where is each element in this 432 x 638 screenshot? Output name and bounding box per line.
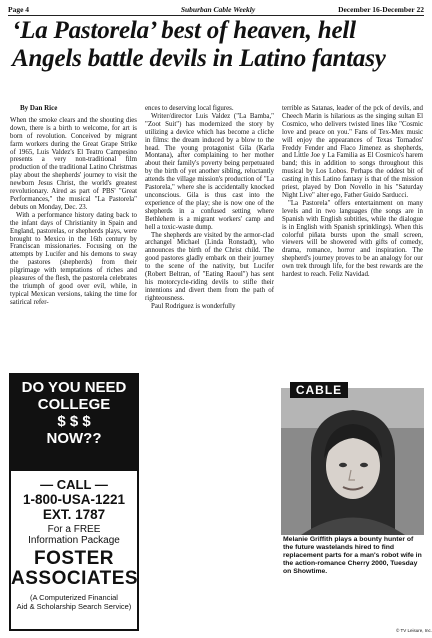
ad-line-3: $ $ $ [57,413,91,430]
ad-free-offer: For a FREE [47,524,101,535]
article-paragraph: Paul Rodriguez is wonderfully [151,302,236,310]
ad-company-name-2: ASSOCIATES [11,568,139,589]
ad-line-1: DO YOU NEED [21,379,127,396]
ad-phone-number: 1-800-USA-1221 [22,492,126,507]
ad-footnote-1: (A Computerized Financial [30,593,118,602]
article-column-2 [145,105,274,311]
ad-call-label: — CALL — [40,477,108,492]
college-aid-advertisement [9,373,139,631]
photo-credit: © TV Leisure, Inc. [396,628,432,633]
ad-line-2: COLLEGE [37,396,111,413]
actress-photo [281,388,424,535]
ad-banner [11,375,137,471]
cable-logo: CABLE [290,382,348,398]
article-paragraph: terrible as Satanas, leader of the pck of devils, and Cheech Marin is hilarious as the singing sultan El Cosmico, who delivers twisted lines like "Cosmic love and peace on you." Fans of Tex-Mex music will enjoy the appearances of Texas Tornados' Freddy Fender and Flaco Jimenez as shepherds, and Little Joe y La Familia as El Cosmico's harem band; this in addition to songs throughout this musical by Los Lobos. Perhaps the oddest bit of casting in this Latino fantasy is that of the mission priest, played by Don Novello in his "Saturday Night Live" alter ego, Father Guido Sarducci. [282,105,423,199]
ad-company-name-1: FOSTER [33,548,115,569]
article-headline: ‘La Pastorela’ best of heaven, hell Angels battle devils in Latino fantasy [12,17,386,72]
ad-info-package: Information Package [28,535,120,546]
article-paragraph: The shepherds are visited by the armor-clad archangel Michael (Linda Ronstadt), who announces the birth of the Christ child. The good pastores gladly embark on their journey to the scene of the nativity, but Lucifer (Robert Beltran, of "Eating Raoul") has sent his motorcycle-riding devils to stifle their intentions and divert them from the path of righteousness. [145,231,274,302]
ad-extension: EXT. 1787 [42,507,106,522]
issue-date-range: December 16-December 22 [338,5,424,14]
page-number: Page 4 [8,5,30,14]
article-column-3 [282,105,423,279]
publication-name: Suburban Cable Weekly [180,5,256,14]
article-paragraph: "La Pastorela" offers entertainment on many levels and in two languages (the songs are in Spanish with English subtitles, while the dialogue is in English with Spanish sprinklings). When this colorful piñata bursts upon the small screen, viewers will be showered with gifts of comedy, drama, romance, horror and inspiration. The shepherd's journey proves to be an analogy for our own trek through life, for the best rewards are the hardest to reach. Feliz Navidad. [282,199,423,279]
photo-illustration [281,388,424,535]
byline: By Dan Rice [20,104,58,112]
article-column-1 [10,105,137,307]
ad-line-4: NOW?? [46,430,102,447]
photo-caption: Melanie Griffith plays a bounty hunter of the future wastelands hired to find replacement parts for a man's robot wife in the action-romance Cherry 2000, Tuesday on Showtime. [283,536,422,575]
header-rule [8,15,424,16]
article-paragraph: With a performance history dating back to the infant days of Christianity in Spain and England, pastorelas, or shepherds plays, were brought to Mexico in the 16th century by Franciscan missionaries. Focusing on the attempts by Lucifer and his demons to sway the pastores (shepherds) from their pilgrimage with temptations of riches and pleasures of the flesh, the pastorela celebrates the triumph of good over evil, while, in typical Mexican versions, taking the time for satirical refer- [10,211,137,306]
ad-footnote-2: Aid & Scholarship Search Service) [16,602,132,611]
article-paragraph: ences to deserving local figures. [145,105,234,112]
article-paragraph: When the smoke clears and the shouting dies down, there is a birth to welcome, for art is born of revolution. Conceived by migrant farm workers during the Great Grape Strike of 1965, Luis Valdez's El Teatro Campesino presents a very non-traditional film production of the traditional Latino Christmas play about the shepherds' journey to visit the newborn Jesus Christ, the world's greatest revolutionary. Aired as part of PBS' "Great Performances," the musical "La Pastorela" debuts on Monday, Dec. 23. [10,116,137,211]
article-paragraph: Writer/director Luis Valdez ("La Bamba," "Zoot Suit") has modernized the story by utilizing a device which has become a cliche in films: the dream induced by a blow to the head. The young protagonist Gila (Karla Montana), after complaining to her mother about their family's poverty being perpetuated by the birth of yet another sibling, reluctantly attends the village mission's production of "La Pastorela," where she is accidentally knocked unconscious. Gila is thus cast into the experience of the play; she is now one of the shepherds in a confused setting where Bethlehem is a migrant workers' camp and hell a toxic-waste dump. [145,112,274,231]
